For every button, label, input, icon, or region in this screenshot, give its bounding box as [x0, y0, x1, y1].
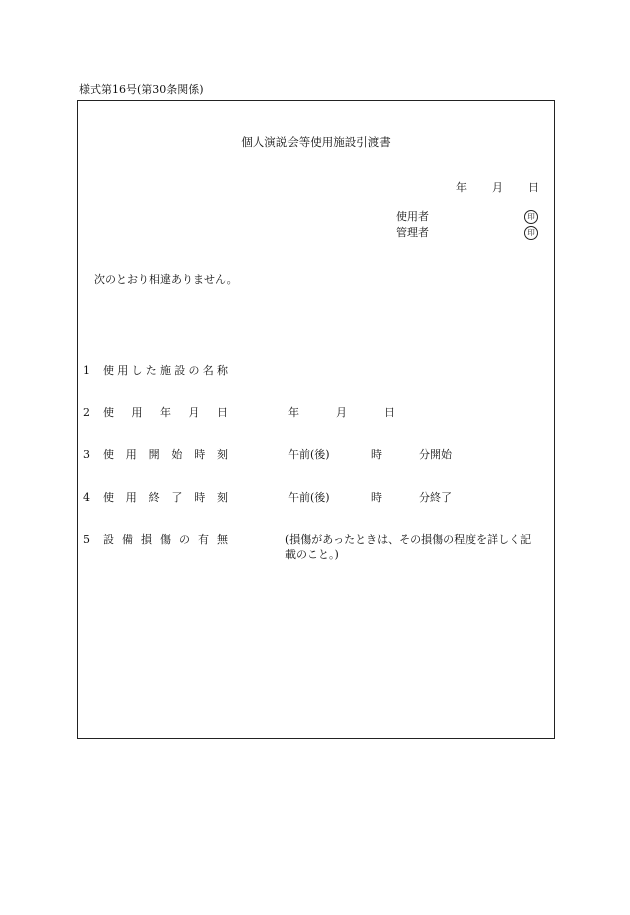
item-2-label — [103, 406, 228, 420]
label-char: 使 — [103, 364, 114, 377]
item-2-year: 年 — [288, 406, 299, 419]
label-char: 称 — [217, 364, 228, 377]
label-char: 用 — [125, 448, 137, 461]
item-4-ampm: 午前(後) — [288, 491, 330, 504]
item-5-note-line1: (損傷があったときは、その損傷の程度を詳しく記 — [285, 533, 532, 546]
item-3-label — [103, 448, 228, 462]
label-char: の — [179, 533, 190, 546]
item-3-minute: 分開始 — [419, 448, 452, 461]
label-char: 年 — [160, 406, 171, 419]
label-char: 日 — [217, 406, 228, 419]
label-char: 用 — [117, 364, 129, 377]
label-char: 用 — [125, 491, 137, 504]
label-char: 終 — [148, 491, 160, 504]
label-char: 傷 — [160, 533, 171, 546]
date-month: 月 — [492, 181, 503, 194]
label-char: 施 — [160, 364, 171, 377]
label-char: 設 — [174, 364, 186, 377]
label-char: 刻 — [216, 448, 228, 461]
item-5-number: 5 — [83, 533, 90, 546]
item-4-number: 4 — [83, 491, 90, 504]
seal-icon: 印 — [524, 210, 538, 224]
label-char: 損 — [141, 533, 152, 546]
statement-text: 次のとおり相違ありません。 — [94, 273, 238, 286]
label-char: 使 — [103, 448, 114, 461]
item-1-label — [103, 364, 228, 378]
form-reference: 様式第16号(第30条関係) — [79, 83, 204, 96]
label-char: 時 — [194, 448, 206, 461]
label-char: 名 — [202, 364, 214, 377]
item-3-hour: 時 — [371, 448, 382, 461]
item-2-month: 月 — [336, 406, 347, 419]
label-char: 備 — [122, 533, 133, 546]
item-4-hour: 時 — [371, 491, 382, 504]
label-char: の — [188, 364, 200, 377]
item-4-minute: 分終了 — [419, 491, 452, 504]
seal-icon: 印 — [524, 226, 538, 240]
signer-user-label: 使用者 — [396, 210, 429, 223]
label-char: た — [145, 364, 157, 377]
document-frame — [77, 100, 555, 739]
item-2-day: 日 — [384, 406, 395, 419]
label-char: 刻 — [216, 491, 228, 504]
label-char: し — [131, 364, 143, 377]
label-char: 無 — [217, 533, 228, 546]
label-char: 時 — [194, 491, 206, 504]
item-4-label — [103, 491, 228, 505]
label-char: 開 — [148, 448, 160, 461]
label-char: 使 — [103, 406, 114, 419]
label-char: 月 — [188, 406, 200, 419]
item-3-number: 3 — [83, 448, 90, 461]
label-char: 用 — [131, 406, 143, 419]
item-3-ampm: 午前(後) — [288, 448, 330, 461]
label-char: 設 — [103, 533, 114, 546]
item-2-number: 2 — [83, 406, 90, 419]
label-char: 有 — [198, 533, 209, 546]
date-day: 日 — [528, 181, 539, 194]
item-1-number: 1 — [83, 364, 90, 377]
date-year: 年 — [456, 181, 467, 194]
label-char: 使 — [103, 491, 114, 504]
item-5-label — [103, 533, 228, 547]
signer-manager-label: 管理者 — [396, 226, 429, 239]
label-char: 了 — [171, 491, 183, 504]
label-char: 始 — [171, 448, 183, 461]
document-title: 個人演説会等使用施設引渡書 — [241, 135, 391, 149]
item-5-note-line2: 載のこと。) — [285, 548, 339, 561]
